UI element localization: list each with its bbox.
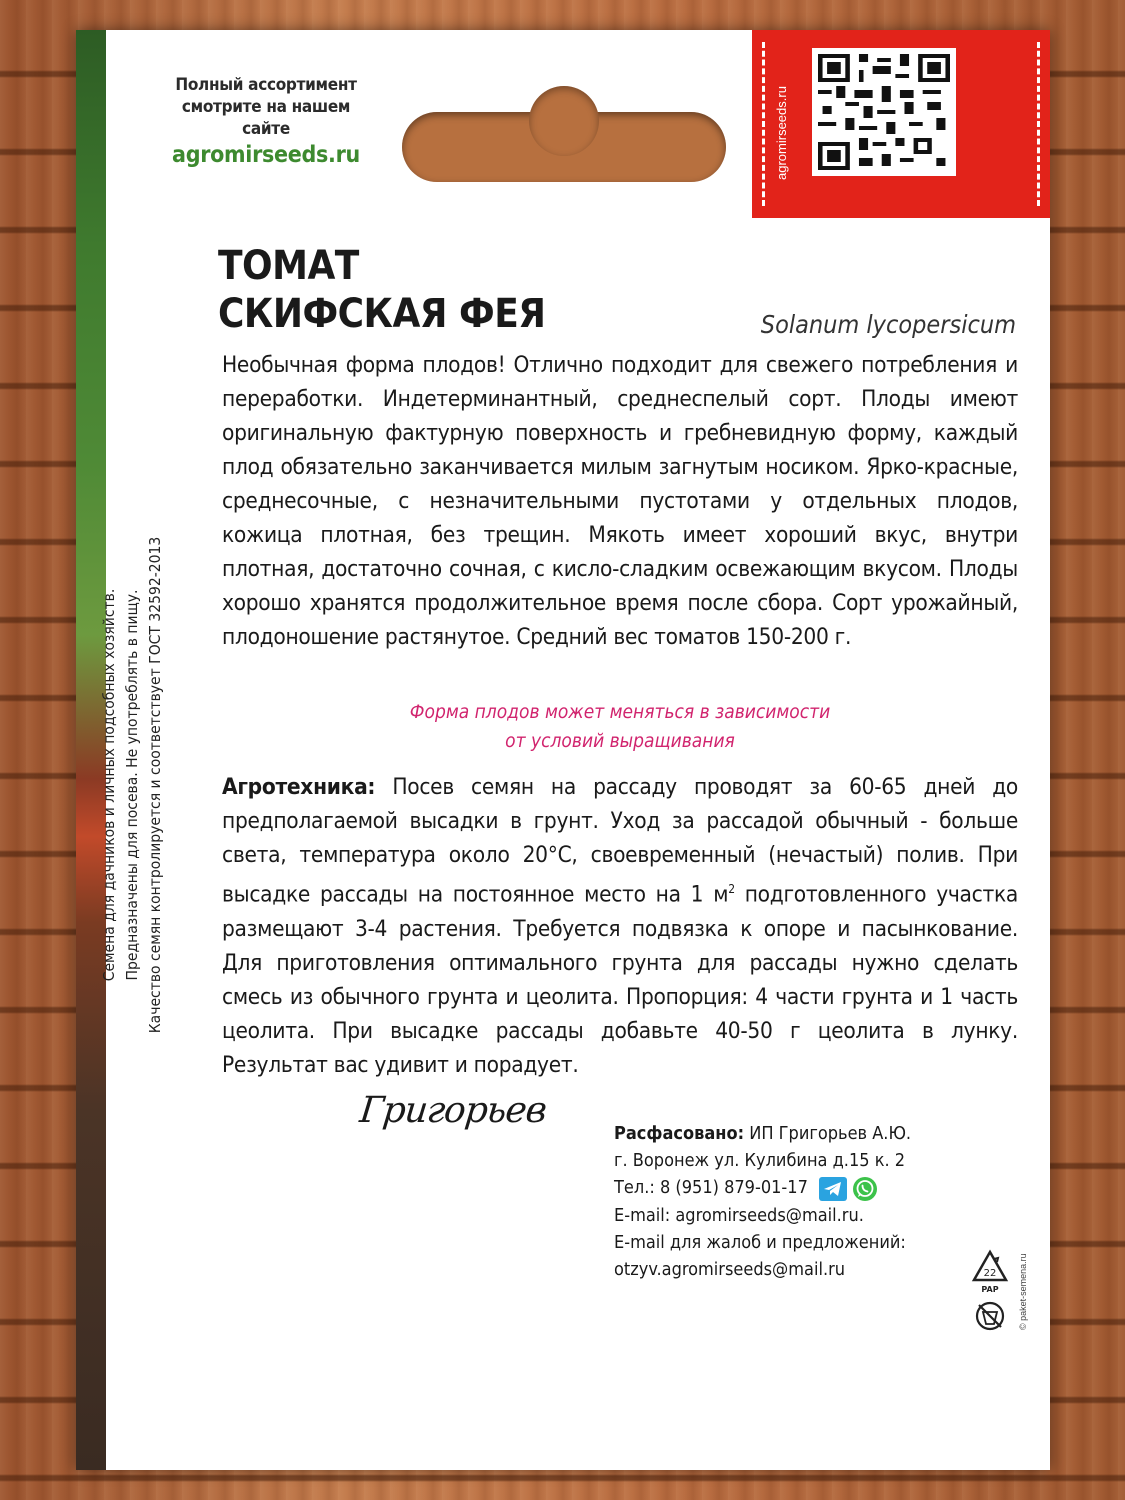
note-line-1: Форма плодов может меняться в зависимости: [409, 701, 831, 723]
site-url-link[interactable]: agromirseeds.ru: [172, 142, 360, 168]
complaints-email: otzyv.agromirseeds@mail.ru: [614, 1258, 846, 1280]
shape-note: [222, 698, 1018, 756]
product-title: [218, 242, 546, 338]
packer-label: Расфасовано:: [614, 1123, 745, 1144]
telegram-icon[interactable]: [819, 1177, 847, 1201]
whatsapp-icon[interactable]: [852, 1176, 878, 1202]
site-line-2: смотрите на нашем сайте: [181, 97, 351, 139]
side-note-1: Семена для дачников и личных подсобных хозяйств.: [100, 588, 118, 982]
side-note-3: Качество семян контролируется и соответствует ГОСТ 32592-2013: [146, 536, 164, 1034]
site-line-1: Полный ассортимент: [175, 75, 357, 95]
packer-phone: Тел.: 8 (951) 879-01-17: [614, 1177, 808, 1198]
paket-url: © paket-semena.ru: [1018, 1253, 1028, 1330]
qr-panel: [752, 30, 1050, 218]
packer-email: E-mail: agromirseeds@mail.ru.: [614, 1204, 864, 1226]
brand-signature: Григорьев: [357, 1090, 548, 1131]
packer-address: г. Воронеж ул. Кулибина д.15 к. 2: [614, 1150, 906, 1171]
agrotech-text-1: Посев семян на рассаду проводят за 60-65 дней до предполагаемой высадки в грунт. Уход за рассадой обычный - больше света, температура около 20°С, своевременный (нечастый) полив. При высадке рассады на постоянное место на 1 м: [222, 774, 1018, 908]
hang-hole: [402, 112, 726, 182]
site-block: [156, 74, 376, 170]
title-line-2: СКИФСКАЯ ФЕЯ: [218, 291, 546, 337]
complaints-label: E-mail для жалоб и предложений:: [614, 1231, 906, 1253]
packer-name: ИП Григорьев А.Ю.: [744, 1123, 912, 1144]
agrotech-superscript: 2: [728, 882, 735, 896]
agrotech-section: [222, 770, 1018, 1082]
side-notes: [98, 475, 167, 1095]
qr-code[interactable]: [812, 48, 956, 176]
side-note-2: Предназначены для посева. Не употреблять в пищу.: [123, 589, 141, 981]
seed-packet-back: [76, 30, 1050, 1470]
recycle-label: PAP: [981, 1285, 999, 1294]
title-line-1: ТОМАТ: [218, 243, 359, 289]
latin-name: Solanum lycopersicum: [760, 310, 1016, 339]
stitch-line-left: [762, 42, 765, 206]
stitch-line-right: [1037, 42, 1040, 206]
product-description: Необычная форма плодов! Отлично подходит для свежего потребления и переработки. Индетерминантный, среднеспелый сорт. Плоды имеют оригинальную фактурную поверхность и гребневидную форму, каждый плод обязательно заканчивается милым загнутым носиком. Ярко-красные, среднесочные, с незначительными пустотами у отдельных плодов, кожица плотная, без трещин. Мякоть имеет хороший вкус, внутри плотная, достаточно сочная, с кисло-сладким освежающим вкусом. Плоды хорошо хранятся продолжительное время после сбора. Сорт урожайный, плодоношение растянутое. Средний вес томатов 150-200 г.: [222, 352, 1018, 650]
packer-info: [614, 1120, 994, 1283]
qr-side-url: agromirseeds.ru: [774, 86, 789, 180]
agrotech-label: Агротехника:: [222, 774, 376, 800]
recycle-icon: [970, 1248, 1010, 1338]
agrotech-text-2: подготовленного участка размещают 3-4 растения. Требуется подвязка к опоре и пасынкование. Для приготовления оптимального грунта для рассады нужно сделать смесь из обычного грунта и цеолита. Пропорция: 4 части грунта и 1 часть цеолита. При высадке рассады добавьте 40-50 г цеолита в лунку. Результат вас удивит и порадует.: [222, 881, 1019, 1078]
recycle-code: 22: [983, 1268, 997, 1279]
note-line-2: от условий выращивания: [505, 730, 735, 752]
qr-code-icon: [818, 54, 950, 170]
